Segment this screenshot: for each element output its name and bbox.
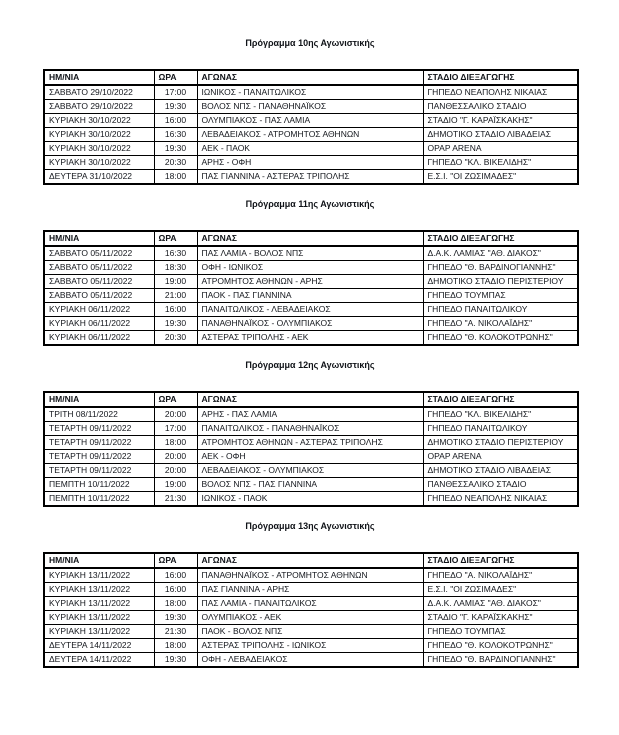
time-cell: 16:30 bbox=[154, 246, 197, 261]
table-row bbox=[44, 407, 578, 422]
column-header: ΣΤΑΔΙΟ ΔΙΕΞΑΓΩΓΗΣ bbox=[423, 231, 578, 246]
table-row bbox=[44, 128, 578, 142]
table-row bbox=[44, 450, 578, 464]
table-row bbox=[44, 464, 578, 478]
date-cell: ΚΥΡΙΑΚΗ 13/11/2022 bbox=[44, 568, 154, 583]
matchday-section bbox=[43, 37, 577, 185]
stadium-cell: ΔΗΜΟΤΙΚΟ ΣΤΑΔΙΟ ΛΙΒΑΔΕΙΑΣ bbox=[423, 128, 578, 142]
schedule-table bbox=[43, 69, 579, 185]
time-cell: 16:00 bbox=[154, 568, 197, 583]
matchday-section bbox=[43, 359, 577, 507]
stadium-cell: ΠΑΝΘΕΣΣΑΛΙΚΟ ΣΤΑΔΙΟ bbox=[423, 100, 578, 114]
match-cell: ΠΑΣ ΛΑΜΙΑ - ΠΑΝΑΙΤΩΛΙΚΟΣ bbox=[197, 597, 423, 611]
time-cell: 19:30 bbox=[154, 611, 197, 625]
stadium-cell: Δ.Α.Κ. ΛΑΜΙΑΣ "ΑΘ. ΔΙΑΚΟΣ" bbox=[423, 246, 578, 261]
time-cell: 21:30 bbox=[154, 492, 197, 507]
match-cell: ΟΛΥΜΠΙΑΚΟΣ - ΑΕΚ bbox=[197, 611, 423, 625]
table-row bbox=[44, 611, 578, 625]
match-cell: ΠΑΟΚ - ΠΑΣ ΓΙΑΝΝΙΝΑ bbox=[197, 289, 423, 303]
date-cell: ΚΥΡΙΑΚΗ 06/11/2022 bbox=[44, 331, 154, 346]
date-cell: ΚΥΡΙΑΚΗ 06/11/2022 bbox=[44, 303, 154, 317]
matchday-section bbox=[43, 520, 577, 668]
match-cell: ΠΑΝΑΙΤΩΛΙΚΟΣ - ΠΑΝΑΘΗΝΑΪΚΟΣ bbox=[197, 422, 423, 436]
time-cell: 18:00 bbox=[154, 639, 197, 653]
table-header-row bbox=[44, 70, 578, 85]
table-row bbox=[44, 478, 578, 492]
time-cell: 19:30 bbox=[154, 317, 197, 331]
time-cell: 18:30 bbox=[154, 261, 197, 275]
column-header: ΣΤΑΔΙΟ ΔΙΕΞΑΓΩΓΗΣ bbox=[423, 70, 578, 85]
table-row bbox=[44, 436, 578, 450]
date-cell: ΠΕΜΠΤΗ 10/11/2022 bbox=[44, 478, 154, 492]
column-header: ΩΡΑ bbox=[154, 70, 197, 85]
date-cell: ΚΥΡΙΑΚΗ 13/11/2022 bbox=[44, 583, 154, 597]
stadium-cell: ΓΗΠΕΔΟ "Θ. ΚΟΛΟΚΟΤΡΩΝΗΣ" bbox=[423, 331, 578, 346]
stadium-cell: ΔΗΜΟΤΙΚΟ ΣΤΑΔΙΟ ΠΕΡΙΣΤΕΡΙΟΥ bbox=[423, 436, 578, 450]
table-row bbox=[44, 625, 578, 639]
time-cell: 16:00 bbox=[154, 583, 197, 597]
table-row bbox=[44, 261, 578, 275]
time-cell: 20:30 bbox=[154, 156, 197, 170]
matchday-section bbox=[43, 198, 577, 346]
match-cell: ΛΕΒΑΔΕΙΑΚΟΣ - ΟΛΥΜΠΙΑΚΟΣ bbox=[197, 464, 423, 478]
match-cell: ΑΣΤΕΡΑΣ ΤΡΙΠΟΛΗΣ - ΑΕΚ bbox=[197, 331, 423, 346]
stadium-cell: ΓΗΠΕΔΟ "Α. ΝΙΚΟΛΑΪΔΗΣ" bbox=[423, 568, 578, 583]
date-cell: ΚΥΡΙΑΚΗ 30/10/2022 bbox=[44, 128, 154, 142]
match-cell: ΛΕΒΑΔΕΙΑΚΟΣ - ΑΤΡΟΜΗΤΟΣ ΑΘΗΝΩΝ bbox=[197, 128, 423, 142]
date-cell: ΔΕΥΤΕΡΑ 14/11/2022 bbox=[44, 639, 154, 653]
stadium-cell: ΓΗΠΕΔΟ ΤΟΥΜΠΑΣ bbox=[423, 625, 578, 639]
stadium-cell: ΓΗΠΕΔΟ ΝΕΑΠΟΛΗΣ ΝΙΚΑΙΑΣ bbox=[423, 492, 578, 507]
column-header: ΩΡΑ bbox=[154, 231, 197, 246]
date-cell: ΚΥΡΙΑΚΗ 06/11/2022 bbox=[44, 317, 154, 331]
date-cell: ΔΕΥΤΕΡΑ 14/11/2022 bbox=[44, 653, 154, 668]
matchday-title: Πρόγραμμα 10ης Αγωνιστικής bbox=[245, 38, 375, 48]
stadium-cell: ΓΗΠΕΔΟ "ΚΛ. ΒΙΚΕΛΙΔΗΣ" bbox=[423, 156, 578, 170]
stadium-cell: ΔΗΜΟΤΙΚΟ ΣΤΑΔΙΟ ΛΙΒΑΔΕΙΑΣ bbox=[423, 464, 578, 478]
stadium-cell: Ε.Σ.Ι. "ΟΙ ΖΩΣΙΜΑΔΕΣ" bbox=[423, 583, 578, 597]
time-cell: 20:00 bbox=[154, 450, 197, 464]
match-cell: ΟΛΥΜΠΙΑΚΟΣ - ΠΑΣ ΛΑΜΙΑ bbox=[197, 114, 423, 128]
match-cell: ΠΑΣ ΓΙΑΝΝΙΝΑ - ΑΣΤΕΡΑΣ ΤΡΙΠΟΛΗΣ bbox=[197, 170, 423, 185]
match-cell: ΑΡΗΣ - ΠΑΣ ΛΑΜΙΑ bbox=[197, 407, 423, 422]
match-cell: ΠΑΝΑΘΗΝΑΪΚΟΣ - ΟΛΥΜΠΙΑΚΟΣ bbox=[197, 317, 423, 331]
match-cell: ΟΦΗ - ΛΕΒΑΔΕΙΑΚΟΣ bbox=[197, 653, 423, 668]
table-header-row bbox=[44, 231, 578, 246]
column-header: ΗΜ/ΝΙΑ bbox=[44, 553, 154, 568]
time-cell: 16:00 bbox=[154, 114, 197, 128]
stadium-cell: ΓΗΠΕΔΟ "Α. ΝΙΚΟΛΑΪΔΗΣ" bbox=[423, 317, 578, 331]
date-cell: ΤΕΤΑΡΤΗ 09/11/2022 bbox=[44, 436, 154, 450]
stadium-cell: ΓΗΠΕΔΟ ΤΟΥΜΠΑΣ bbox=[423, 289, 578, 303]
date-cell: ΣΑΒΒΑΤΟ 05/11/2022 bbox=[44, 246, 154, 261]
schedule-table bbox=[43, 552, 579, 668]
time-cell: 20:00 bbox=[154, 464, 197, 478]
table-row bbox=[44, 303, 578, 317]
stadium-cell: ΣΤΑΔΙΟ "Γ. ΚΑΡΑΪΣΚΑΚΗΣ" bbox=[423, 611, 578, 625]
matchday-title: Πρόγραμμα 11ης Αγωνιστικής bbox=[245, 199, 375, 209]
column-header: ΗΜ/ΝΙΑ bbox=[44, 70, 154, 85]
match-cell: ΙΩΝΙΚΟΣ - ΠΑΝΑΙΤΩΛΙΚΟΣ bbox=[197, 85, 423, 100]
column-header: ΑΓΩΝΑΣ bbox=[197, 231, 423, 246]
column-header: ΑΓΩΝΑΣ bbox=[197, 553, 423, 568]
date-cell: ΣΑΒΒΑΤΟ 29/10/2022 bbox=[44, 85, 154, 100]
time-cell: 19:30 bbox=[154, 653, 197, 668]
table-row bbox=[44, 653, 578, 668]
time-cell: 17:00 bbox=[154, 422, 197, 436]
table-row bbox=[44, 100, 578, 114]
time-cell: 21:00 bbox=[154, 289, 197, 303]
column-header: ΑΓΩΝΑΣ bbox=[197, 392, 423, 407]
match-cell: ΑΤΡΟΜΗΤΟΣ ΑΘΗΝΩΝ - ΑΡΗΣ bbox=[197, 275, 423, 289]
table-row bbox=[44, 422, 578, 436]
stadium-cell: OPAP ARENA bbox=[423, 450, 578, 464]
date-cell: ΚΥΡΙΑΚΗ 30/10/2022 bbox=[44, 156, 154, 170]
match-cell: ΠΑΟΚ - ΒΟΛΟΣ ΝΠΣ bbox=[197, 625, 423, 639]
time-cell: 19:00 bbox=[154, 275, 197, 289]
date-cell: ΤΕΤΑΡΤΗ 09/11/2022 bbox=[44, 422, 154, 436]
table-header-row bbox=[44, 392, 578, 407]
matchday-title: Πρόγραμμα 12ης Αγωνιστικής bbox=[245, 360, 375, 370]
time-cell: 19:30 bbox=[154, 100, 197, 114]
date-cell: ΣΑΒΒΑΤΟ 29/10/2022 bbox=[44, 100, 154, 114]
date-cell: ΤΡΙΤΗ 08/11/2022 bbox=[44, 407, 154, 422]
time-cell: 20:00 bbox=[154, 407, 197, 422]
table-row bbox=[44, 492, 578, 507]
match-cell: ΑΕΚ - ΠΑΟΚ bbox=[197, 142, 423, 156]
date-cell: ΣΑΒΒΑΤΟ 05/11/2022 bbox=[44, 275, 154, 289]
date-cell: ΚΥΡΙΑΚΗ 13/11/2022 bbox=[44, 611, 154, 625]
match-cell: ΙΩΝΙΚΟΣ - ΠΑΟΚ bbox=[197, 492, 423, 507]
table-row bbox=[44, 114, 578, 128]
column-header: ΩΡΑ bbox=[154, 553, 197, 568]
stadium-cell: ΓΗΠΕΔΟ "Θ. ΚΟΛΟΚΟΤΡΩΝΗΣ" bbox=[423, 639, 578, 653]
match-cell: ΑΕΚ - ΟΦΗ bbox=[197, 450, 423, 464]
date-cell: ΚΥΡΙΑΚΗ 30/10/2022 bbox=[44, 114, 154, 128]
date-cell: ΤΕΤΑΡΤΗ 09/11/2022 bbox=[44, 450, 154, 464]
time-cell: 18:00 bbox=[154, 170, 197, 185]
time-cell: 19:30 bbox=[154, 142, 197, 156]
date-cell: ΣΑΒΒΑΤΟ 05/11/2022 bbox=[44, 289, 154, 303]
matchday-title: Πρόγραμμα 13ης Αγωνιστικής bbox=[245, 521, 375, 531]
date-cell: ΚΥΡΙΑΚΗ 30/10/2022 bbox=[44, 142, 154, 156]
time-cell: 18:00 bbox=[154, 436, 197, 450]
match-cell: ΟΦΗ - ΙΩΝΙΚΟΣ bbox=[197, 261, 423, 275]
column-header: ΑΓΩΝΑΣ bbox=[197, 70, 423, 85]
table-row bbox=[44, 246, 578, 261]
matchday-sections bbox=[43, 37, 577, 668]
stadium-cell: ΣΤΑΔΙΟ "Γ. ΚΑΡΑΪΣΚΑΚΗΣ" bbox=[423, 114, 578, 128]
stadium-cell: ΓΗΠΕΔΟ "ΚΛ. ΒΙΚΕΛΙΔΗΣ" bbox=[423, 407, 578, 422]
time-cell: 16:00 bbox=[154, 303, 197, 317]
stadium-cell: OPAP ARENA bbox=[423, 142, 578, 156]
column-header: ΣΤΑΔΙΟ ΔΙΕΞΑΓΩΓΗΣ bbox=[423, 553, 578, 568]
column-header: ΗΜ/ΝΙΑ bbox=[44, 392, 154, 407]
match-cell: ΒΟΛΟΣ ΝΠΣ - ΠΑΣ ΓΙΑΝΝΙΝΑ bbox=[197, 478, 423, 492]
time-cell: 19:00 bbox=[154, 478, 197, 492]
column-header: ΣΤΑΔΙΟ ΔΙΕΞΑΓΩΓΗΣ bbox=[423, 392, 578, 407]
table-row bbox=[44, 85, 578, 100]
match-cell: ΑΣΤΕΡΑΣ ΤΡΙΠΟΛΗΣ - ΙΩΝΙΚΟΣ bbox=[197, 639, 423, 653]
match-cell: ΠΑΣ ΛΑΜΙΑ - ΒΟΛΟΣ ΝΠΣ bbox=[197, 246, 423, 261]
table-row bbox=[44, 568, 578, 583]
date-cell: ΚΥΡΙΑΚΗ 13/11/2022 bbox=[44, 597, 154, 611]
table-row bbox=[44, 289, 578, 303]
match-cell: ΠΑΝΑΘΗΝΑΪΚΟΣ - ΑΤΡΟΜΗΤΟΣ ΑΘΗΝΩΝ bbox=[197, 568, 423, 583]
time-cell: 21:30 bbox=[154, 625, 197, 639]
stadium-cell: Δ.Α.Κ. ΛΑΜΙΑΣ "ΑΘ. ΔΙΑΚΟΣ" bbox=[423, 597, 578, 611]
stadium-cell: ΓΗΠΕΔΟ "Θ. ΒΑΡΔΙΝΟΓΙΑΝΝΗΣ" bbox=[423, 653, 578, 668]
date-cell: ΚΥΡΙΑΚΗ 13/11/2022 bbox=[44, 625, 154, 639]
stadium-cell: ΓΗΠΕΔΟ ΠΑΝΑΙΤΩΛΙΚΟΥ bbox=[423, 303, 578, 317]
table-row bbox=[44, 583, 578, 597]
date-cell: ΔΕΥΤΕΡΑ 31/10/2022 bbox=[44, 170, 154, 185]
time-cell: 16:30 bbox=[154, 128, 197, 142]
date-cell: ΠΕΜΠΤΗ 10/11/2022 bbox=[44, 492, 154, 507]
stadium-cell: ΠΑΝΘΕΣΣΑΛΙΚΟ ΣΤΑΔΙΟ bbox=[423, 478, 578, 492]
date-cell: ΣΑΒΒΑΤΟ 05/11/2022 bbox=[44, 261, 154, 275]
stadium-cell: ΓΗΠΕΔΟ ΠΑΝΑΙΤΩΛΙΚΟΥ bbox=[423, 422, 578, 436]
schedule-table bbox=[43, 230, 579, 346]
column-header: ΗΜ/ΝΙΑ bbox=[44, 231, 154, 246]
table-row bbox=[44, 597, 578, 611]
match-cell: ΠΑΝΑΙΤΩΛΙΚΟΣ - ΛΕΒΑΔΕΙΑΚΟΣ bbox=[197, 303, 423, 317]
match-cell: ΒΟΛΟΣ ΝΠΣ - ΠΑΝΑΘΗΝΑΪΚΟΣ bbox=[197, 100, 423, 114]
stadium-cell: Ε.Σ.Ι. "ΟΙ ΖΩΣΙΜΑΔΕΣ" bbox=[423, 170, 578, 185]
table-row bbox=[44, 317, 578, 331]
time-cell: 18:00 bbox=[154, 597, 197, 611]
table-row bbox=[44, 331, 578, 346]
table-row bbox=[44, 639, 578, 653]
match-cell: ΠΑΣ ΓΙΑΝΝΙΝΑ - ΑΡΗΣ bbox=[197, 583, 423, 597]
table-row bbox=[44, 170, 578, 185]
stadium-cell: ΓΗΠΕΔΟ "Θ. ΒΑΡΔΙΝΟΓΙΑΝΝΗΣ" bbox=[423, 261, 578, 275]
date-cell: ΤΕΤΑΡΤΗ 09/11/2022 bbox=[44, 464, 154, 478]
match-cell: ΑΡΗΣ - ΟΦΗ bbox=[197, 156, 423, 170]
table-header-row bbox=[44, 553, 578, 568]
schedule-table bbox=[43, 391, 579, 507]
time-cell: 17:00 bbox=[154, 85, 197, 100]
table-row bbox=[44, 275, 578, 289]
table-row bbox=[44, 156, 578, 170]
time-cell: 20:30 bbox=[154, 331, 197, 346]
table-row bbox=[44, 142, 578, 156]
stadium-cell: ΓΗΠΕΔΟ ΝΕΑΠΟΛΗΣ ΝΙΚΑΙΑΣ bbox=[423, 85, 578, 100]
match-cell: ΑΤΡΟΜΗΤΟΣ ΑΘΗΝΩΝ - ΑΣΤΕΡΑΣ ΤΡΙΠΟΛΗΣ bbox=[197, 436, 423, 450]
column-header: ΩΡΑ bbox=[154, 392, 197, 407]
stadium-cell: ΔΗΜΟΤΙΚΟ ΣΤΑΔΙΟ ΠΕΡΙΣΤΕΡΙΟΥ bbox=[423, 275, 578, 289]
